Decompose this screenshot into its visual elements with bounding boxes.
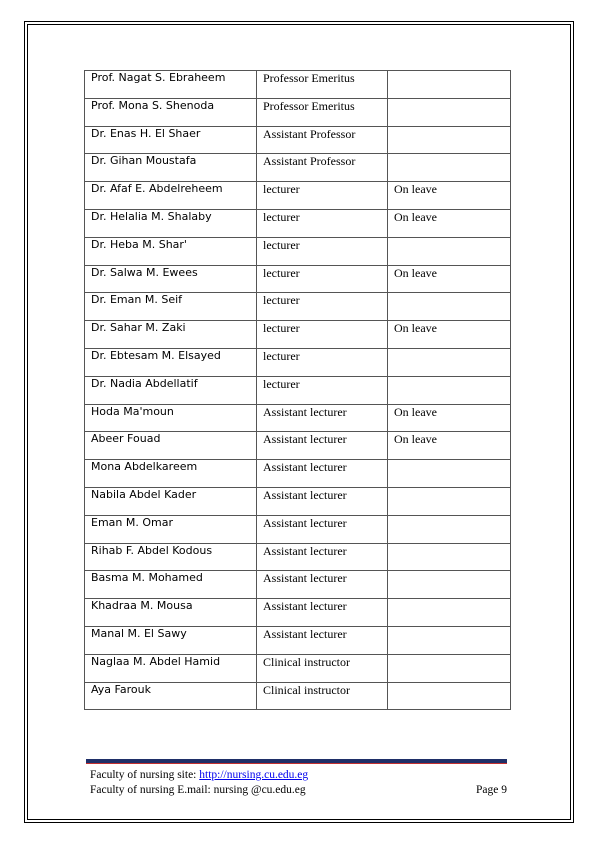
staff-title-cell: Assistant lecturer <box>257 487 388 515</box>
staff-name-cell: Dr. Salwa M. Ewees <box>85 265 257 293</box>
staff-name-cell: Abeer Fouad <box>85 432 257 460</box>
staff-title-cell: Clinical instructor <box>257 654 388 682</box>
staff-status-cell <box>388 71 511 99</box>
table-row <box>85 654 511 682</box>
staff-status-cell: On leave <box>388 265 511 293</box>
table-row <box>85 682 511 710</box>
staff-name-cell: Dr. Ebtesam M. Elsayed <box>85 348 257 376</box>
staff-name-cell: Manal M. El Sawy <box>85 626 257 654</box>
staff-name-cell: Dr. Eman M. Seif <box>85 293 257 321</box>
staff-title-cell: Professor Emeritus <box>257 71 388 99</box>
staff-status-cell <box>388 154 511 182</box>
staff-status-cell <box>388 126 511 154</box>
staff-title-cell: Assistant lecturer <box>257 626 388 654</box>
staff-title-cell: Assistant lecturer <box>257 432 388 460</box>
table-row <box>85 237 511 265</box>
staff-status-cell <box>388 376 511 404</box>
table-row <box>85 432 511 460</box>
table-row <box>85 321 511 349</box>
staff-status-cell <box>388 626 511 654</box>
table-row <box>85 126 511 154</box>
footer-email-text: Faculty of nursing E.mail: nursing @cu.edu.eg <box>90 783 306 796</box>
staff-status-cell <box>388 682 511 710</box>
staff-title-cell: lecturer <box>257 237 388 265</box>
page-number: Page 9 <box>476 783 507 796</box>
staff-title-cell: Assistant lecturer <box>257 404 388 432</box>
staff-name-cell: Dr. Nadia Abdellatif <box>85 376 257 404</box>
staff-title-cell: Assistant lecturer <box>257 515 388 543</box>
staff-status-cell: On leave <box>388 404 511 432</box>
staff-name-cell: Dr. Sahar M. Zaki <box>85 321 257 349</box>
table-row <box>85 209 511 237</box>
staff-status-cell: On leave <box>388 321 511 349</box>
staff-status-cell <box>388 571 511 599</box>
staff-name-cell: Dr. Gihan Moustafa <box>85 154 257 182</box>
staff-title-cell: Professor Emeritus <box>257 98 388 126</box>
table-row <box>85 460 511 488</box>
staff-title-cell: Assistant Professor <box>257 154 388 182</box>
footer-site-text <box>90 768 308 783</box>
staff-name-cell: Dr. Afaf E. Abdelreheem <box>85 182 257 210</box>
table-row <box>85 515 511 543</box>
staff-status-cell <box>388 487 511 515</box>
staff-name-cell: Naglaa M. Abdel Hamid <box>85 654 257 682</box>
staff-status-cell: On leave <box>388 432 511 460</box>
table-row <box>85 293 511 321</box>
footer-divider <box>86 759 507 764</box>
table-row <box>85 71 511 99</box>
staff-name-cell: Prof. Nagat S. Ebraheem <box>85 71 257 99</box>
staff-title-cell: lecturer <box>257 209 388 237</box>
footer-site-label: Faculty of nursing site: <box>90 769 200 781</box>
staff-status-cell <box>388 460 511 488</box>
staff-name-cell: Mona Abdelkareem <box>85 460 257 488</box>
table-row <box>85 487 511 515</box>
staff-name-cell: Hoda Ma'moun <box>85 404 257 432</box>
table-row <box>85 404 511 432</box>
staff-name-cell: Dr. Helalia M. Shalaby <box>85 209 257 237</box>
table-row <box>85 98 511 126</box>
table-row <box>85 599 511 627</box>
table-row <box>85 348 511 376</box>
page-footer <box>90 768 507 797</box>
staff-title-cell: Assistant lecturer <box>257 571 388 599</box>
staff-name-cell: Nabila Abdel Kader <box>85 487 257 515</box>
table-row <box>85 154 511 182</box>
staff-name-cell: Dr. Heba M. Shar' <box>85 237 257 265</box>
staff-status-cell <box>388 237 511 265</box>
staff-name-cell: Rihab F. Abdel Kodous <box>85 543 257 571</box>
staff-name-cell: Khadraa M. Mousa <box>85 599 257 627</box>
staff-title-cell: Assistant lecturer <box>257 460 388 488</box>
staff-name-cell: Prof. Mona S. Shenoda <box>85 98 257 126</box>
staff-title-cell: lecturer <box>257 293 388 321</box>
staff-title-cell: Assistant Professor <box>257 126 388 154</box>
staff-status-cell <box>388 293 511 321</box>
table-row <box>85 626 511 654</box>
staff-name-cell: Eman M. Omar <box>85 515 257 543</box>
staff-title-cell: lecturer <box>257 321 388 349</box>
staff-status-cell <box>388 654 511 682</box>
footer-email-line <box>90 783 507 798</box>
staff-table-body <box>85 71 511 710</box>
staff-status-cell <box>388 515 511 543</box>
table-row <box>85 182 511 210</box>
staff-title-cell: Assistant lecturer <box>257 599 388 627</box>
staff-title-cell: Assistant lecturer <box>257 543 388 571</box>
table-row <box>85 376 511 404</box>
staff-name-cell: Basma M. Mohamed <box>85 571 257 599</box>
staff-title-cell: lecturer <box>257 265 388 293</box>
staff-title-cell: lecturer <box>257 348 388 376</box>
staff-status-cell: On leave <box>388 182 511 210</box>
staff-title-cell: Clinical instructor <box>257 682 388 710</box>
table-row <box>85 265 511 293</box>
staff-name-cell: Aya Farouk <box>85 682 257 710</box>
footer-site-link[interactable]: http://nursing.cu.edu.eg <box>199 769 309 781</box>
staff-status-cell <box>388 599 511 627</box>
staff-name-cell: Dr. Enas H. El Shaer <box>85 126 257 154</box>
staff-table <box>84 70 511 710</box>
table-row <box>85 543 511 571</box>
staff-status-cell <box>388 98 511 126</box>
table-row <box>85 571 511 599</box>
staff-status-cell <box>388 543 511 571</box>
footer-site-line <box>90 768 507 783</box>
staff-status-cell: On leave <box>388 209 511 237</box>
staff-title-cell: lecturer <box>257 182 388 210</box>
staff-status-cell <box>388 348 511 376</box>
staff-title-cell: lecturer <box>257 376 388 404</box>
